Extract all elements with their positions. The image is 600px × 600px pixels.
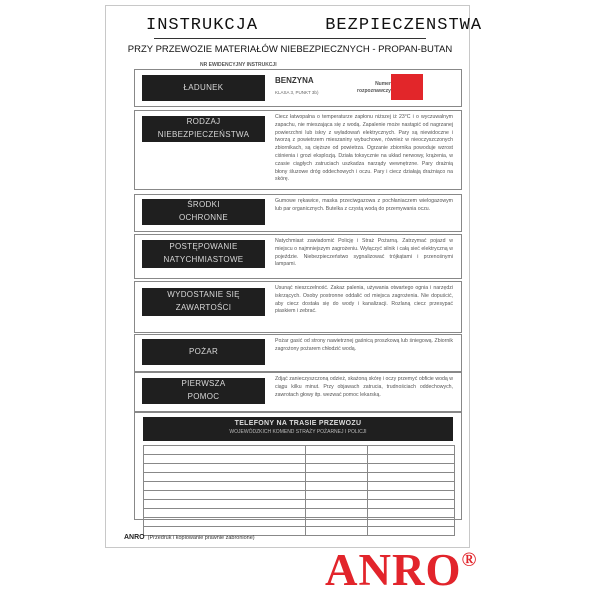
hazard-plate	[391, 74, 423, 100]
registration-label: NR EWIDENCYJNY INSTRUKCJI	[200, 62, 277, 68]
section-protective-measures	[134, 194, 462, 232]
phone-cell	[305, 518, 367, 527]
phone-cell	[367, 464, 454, 473]
phone-row	[144, 500, 455, 509]
phone-cell	[305, 473, 367, 482]
section-text: Pożar gasić od strony nawietrznej gaśnicą proszkową lub śniegową. Zbiornik zagrożony pożarem chłodzić wodą.	[275, 338, 453, 352]
footer-copyright: (Przedruk i kopiowanie prawnie zabronione)	[147, 534, 255, 541]
section-text: Usunąć nieszczelność. Zakaz palenia, używania otwartego ognia i narzędzi iskrzących. Osoby postronne oddalić od miejsca zagrożenia. Nie dopuścić, aby ciecz dostała się do wody i kanalizacji. Rozlaną ciecz przesypać piaskiem i zebrać.	[275, 285, 453, 315]
phone-cell	[367, 491, 454, 500]
section-label: POŻAR	[142, 339, 265, 365]
registered-mark: ®	[461, 549, 478, 571]
phone-row	[144, 518, 455, 527]
footer	[124, 534, 255, 541]
phone-cell	[367, 446, 454, 455]
section-label: POSTĘPOWANIE NATYCHMIASTOWE	[142, 240, 265, 268]
phone-cell	[144, 446, 306, 455]
phone-cell	[367, 473, 454, 482]
section-first-aid	[134, 372, 462, 412]
phone-row	[144, 455, 455, 464]
phone-cell	[305, 527, 367, 536]
phone-row	[144, 464, 455, 473]
phone-cell	[367, 509, 454, 518]
phone-cell	[144, 491, 306, 500]
phone-cell	[144, 482, 306, 491]
phone-cell	[305, 464, 367, 473]
brand-name: ANRO	[325, 545, 462, 595]
phones-header	[143, 417, 453, 441]
section-hazard-type	[134, 110, 462, 190]
phone-cell	[305, 509, 367, 518]
cargo-label: ŁADUNEK	[142, 75, 265, 101]
section-label: RODZAJ NIEBEZPIECZEŃSTWA	[142, 116, 265, 142]
footer-logo: ANRO	[124, 534, 145, 541]
phone-cell	[305, 455, 367, 464]
phone-cell	[367, 455, 454, 464]
section-text: Ciecz łatwopalna o temperaturze zapłonu niższej iż 23°C i o wyczuwalnym zapachu, nie mieszająca się z wodą. Zapalenie może nastąpić od nagrzanej powierzchni lub iskry z wyładowań elektrycznych. Pary są niewidoczne i tworzą z powietrzem mieszaniny wybuchowe, również w nieoczyszczonych zbiornikach, są cięższe od powietrza. Ogrzanie zbiornika powoduje wzrost ciśnienia i grozi eksplozją. Działa toksycznie na układ nerwowy, krążenia, w czasie ciągłych zatruciach uszkadza narządy wewnętrzne. Pary drażnią błony śluzowe dróg oddechowych i oczu. Pary i ciecz działają drażniąco na skórę.	[275, 114, 453, 183]
section-label: WYDOSTANIE SIĘ ZAWARTOŚCI	[142, 288, 265, 316]
phones-panel	[134, 412, 462, 520]
section-label: ŚRODKI OCHRONNE	[142, 199, 265, 225]
phone-cell	[367, 527, 454, 536]
section-label: PIERWSZA POMOC	[142, 378, 265, 404]
document-subtitle: PRZY PRZEWOZIE MATERIAŁÓW NIEBEZPIECZNYCH - PROPAN-BUTAN	[127, 44, 453, 55]
document-title: INSTRUKCJA BEZPIECZENSTWA	[146, 16, 483, 35]
phone-cell	[144, 500, 306, 509]
section-text: Zdjąć zanieczyszczoną odzież, skażoną skórę i oczy przemyć obficie wodą w ciągu kilku minut. Przy objawach zatrucia, trudnościach oddechowych, zawrotach głowy itp. wezwać pomoc lekarską.	[275, 376, 453, 398]
phone-cell	[144, 455, 306, 464]
cargo-class: KLASA 3, PUNKT 3b)	[275, 90, 319, 95]
section-immediate-action	[134, 234, 462, 279]
phones-subtitle: WOJEWÓDZKICH KOMEND STRAŻY POŻARNEJ I POLICJI	[229, 429, 367, 435]
phone-cell	[144, 473, 306, 482]
phone-row	[144, 491, 455, 500]
section-text: Natychmiast zawiadomić Policję i Straż Pożarną. Zatrzymać pojazd w miejscu o najmniejszym zagrożeniu. Wyłączyć silnik i całą sieć elektryczną w pojeździe. Niebezpieczeństwo sygnalizować trójkątami i przenośnymi lampami.	[275, 238, 453, 268]
phone-cell	[367, 482, 454, 491]
phone-cell	[305, 482, 367, 491]
title-underline	[154, 38, 426, 39]
phone-cell	[305, 446, 367, 455]
cargo-name: BENZYNA	[275, 76, 314, 85]
brand-logo	[325, 545, 478, 595]
cargo-panel	[134, 69, 462, 107]
phone-cell	[144, 518, 306, 527]
phone-row	[144, 482, 455, 491]
phone-cell	[305, 500, 367, 509]
section-leakage	[134, 281, 462, 333]
instruction-sheet	[105, 5, 483, 548]
phones-title: TELEFONY NA TRASIE PRZEWOZU	[234, 420, 362, 427]
phone-row	[144, 473, 455, 482]
phone-cell	[367, 518, 454, 527]
phone-cell	[144, 464, 306, 473]
phone-row	[144, 446, 455, 455]
phone-row	[144, 509, 455, 518]
hazard-number-label: Numer rozpoznawczy	[357, 81, 391, 94]
phone-cell	[367, 500, 454, 509]
phone-cell	[144, 509, 306, 518]
section-fire	[134, 334, 462, 372]
phones-table	[143, 445, 455, 536]
phone-cell	[305, 491, 367, 500]
section-text: Gumowe rękawice, maska przeciwgazowa z pochłaniaczem wielogazowym lub par organicznych. Butelka z czystą wodą do przemywania oczu.	[275, 198, 453, 212]
